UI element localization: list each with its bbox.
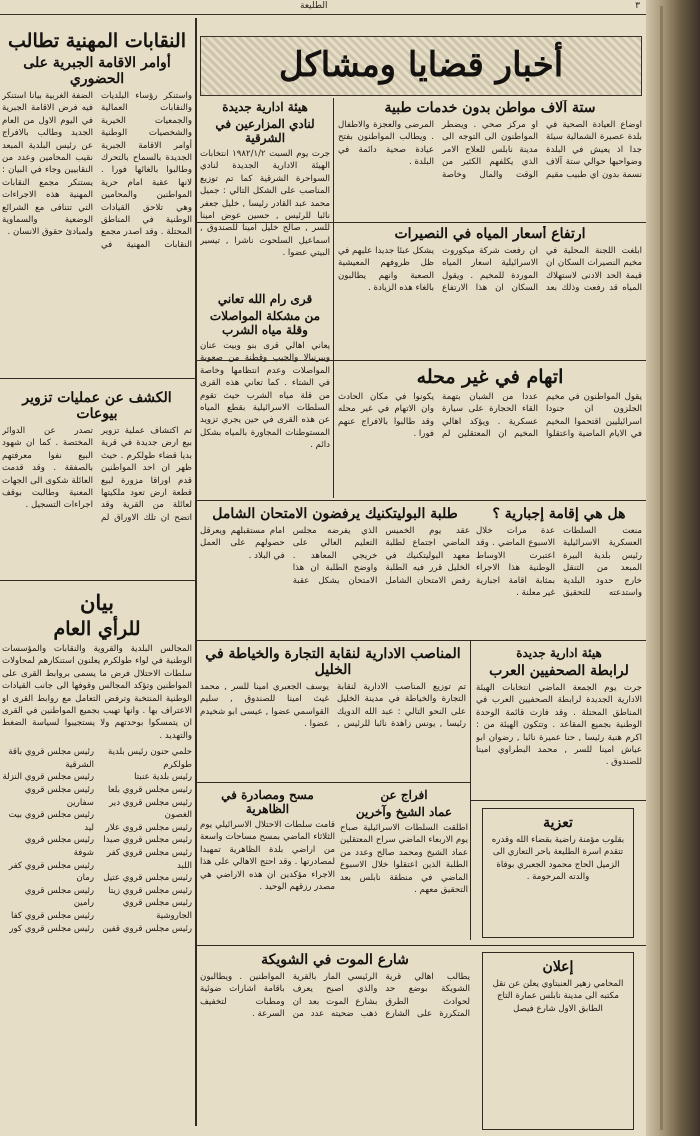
condolence-box [482,808,634,938]
statement-body: المجالس البلدية والقروية والنقابات والمؤسسات الوطنية في لواء طولكرم يعلنون استنكارهم لمحاولات سلطات الاحتلال فرض ما يسمى بروابط القرى على المواطنين وتؤكد المجالس وقوفها الى جانب القيادات الوطنية المنتخبة وترفض التعامل مع روابط القرى او الاعتراف بها . وانها تهيب بجميع المواطنين في القرى ان يتمسكوا بوحدتهم ولا يستجيبوا لسياسة الضغط والتهديد . [2,644,192,741]
signatory: رئيس مجلس قروي شوفة [24,835,94,858]
article-release [340,788,468,942]
villages-subheadline: من مشكلة المواصلات وقلة مياه الشرب [209,309,321,337]
land-headline: مسح ومصادرة في الظاهرية [221,788,314,816]
condolence-headline: تعزية [543,815,573,831]
signatory: رئيس مجلس قروي النزلة [2,772,94,783]
article-statement [2,590,192,1130]
signatory: رئيس مجلس قروي سفارين [24,785,94,808]
binding-edge [660,6,663,1130]
article-journalists [476,646,642,798]
villages-body: يعاني اهالي قرى بنو وبيت عنان وبيرنبالا والجيب وقطنة من صعوبة المواصلات وعدم انتظامها وخاصة في الشتاء . كما تعاني هذه القرى من قلة مياه الشرب حيث تقوم السلطات الاسرائيلية بقطع المياه عن هذه القرى في حين يجري تزويد المستوطنات المجاورة بالمياه بشكل دائم . [200,341,330,451]
street-headline: شارع الموت في الشويكة [261,952,409,968]
column-rule-right [470,640,471,940]
medical-headline: ستة آلاف مواطن بدون خدمات طبية [384,100,596,116]
unions-subheadline: أوامر الاقامة الجبرية على الحضوري [23,55,171,87]
students-headline: طلبة البوليتكنيك يرفضون الامتحان الشامل [212,506,458,522]
rule-left-2 [0,580,195,581]
article-medical [338,100,642,220]
release-headline: افراج عن [380,788,428,802]
running-head [0,0,646,15]
signatory: رئيس مجلس قروي كفر اللبد [106,848,192,871]
article-condolence [489,815,627,931]
forced-residence-body: منعت السلطات العسكرية الاسرائيلية رئيس بلدية البيرة المبعد من التنقل خارج حدود البلدية واستدعته للتحقيق عدة مرات خلال الاسبوع الماضي . وقد اعتبرت الاوساط الوطنية هذا الاجراء بمثابة اقامة اجبارية غير معلنة . [476,526,642,599]
forgery-headline: الكشف عن عمليات تزوير بيوعات [22,390,172,422]
signatory: رئيس مجلس قروي زيتا [108,885,192,896]
signatory: رئيس مجلس قروي عتيل [103,873,192,884]
signatory: رئيس مجلس قروي دير الغصون [109,797,192,821]
article-agri-union [200,100,330,290]
article-advertisement [489,959,627,1123]
forgery-body: تم اكتشاف عملية تزوير بيع ارض جديدة في قرية بديا قضاء طولكرم . حيث ظهر ان احد المواطنين قدم اوراقا مزورة لبيع قطعة ارض تعود ملكيتها لعائلة من القرية وقد اتضح ان تلك الاوراق لم تصدر عن الدوائر المختصة . كما ان شهود البيع نفوا معرفتهم بالصفقة . وقد قدمت العائلة شكوى الى الجهات المعنية وطالبت بوقف اجراءات التسجيل . [2,426,192,523]
unions-body: واستنكر رؤساء البلديات والنقابات العمالية والجمعيات الخيرية والشخصيات الوطنية أوامر الاقامة الجبرية الجديدة بالسماح بالتحرك وطالبوا بالغائها فورا . لانها عقبة امام حرية المواطنين والمحامين وهي تلاحق القيادات الوطنية في المناطق المحتلة . وقد اصدر مجمع النقابات المهنية في الضفة الغربية بيانا استنكر فيه فرض الاقامة الجبرية في اليوم الاول من العام الجديد وطالب بالافراج عن رئيس البلدية المبعد نقيب المحامين وعدد من النقابيين وجاء في البيان : يستنكر مجمع النقابات المهنية هذه الاجراءات التي تتنافى مع الشرائع الوضعية والسماوية ولمبادئ حقوق الانسان . [2,91,192,250]
book-binding [646,0,700,1136]
villages-headline: قرى رام الله تعاني [217,292,313,306]
statement-headline: بيان [79,590,114,615]
article-forgery [2,390,192,576]
signatory: رئيس مجلس قروي بيت ليد [8,810,94,833]
unions-headline: النقابات المهنية تطالب [8,30,186,52]
article-villages [200,292,330,497]
rule-right-3 [197,500,646,501]
article-unions [2,30,192,375]
signatory: رئيس مجلس قروي رامين [24,885,94,909]
article-water-prices [338,226,642,358]
release-body: اطلقت السلطات الاسرائيلية صباح يوم الاربعاء الماضي سراح المعتقلين عماد الشيخ ومحمد صالح وعدد من الطلبة الذين اعتقلوا خلال الاسبوع الماضي في منطقة نابلس بعد التحقيق معهم . [340,823,468,896]
signatory: رئيس مجلس قروي علار [105,822,192,833]
hebron-body: تم توزيع المناصب الادارية لنقابة التجارة والخياطة في مدينة الخليل على النحو التالي : عبد الله الدويك رئيسا , يونس زاهدة نائبا للرئيس , يوسف الجعبري امينا للسر , محمد غيث امينا للصندوق , سليم القواسمي عضوا , عيسى ابو شخيدم عضوا . [200,682,466,730]
running-head-name: الطليعة [300,1,328,11]
statement-signatories [2,746,192,935]
section-masthead [200,36,642,96]
journalists-body: جرت يوم الجمعة الماضي انتخابات الهيئة الادارية الجديدة لرابطة الصحفيين العرب في المناطق المحتلة . وقد فازت قائمة الوحدة الوطنية بجميع المقاعد . وتتكون الهيئة من : اكرم هنية رئيسا , حنا عميرة نائبا , رضوان ابو عياش امينا للسر , محمد البطراوي امينا للصندوق . [476,683,642,768]
signatory: رئيس مجلس قروي بلعا [108,785,192,796]
advertisement-box [482,952,634,1130]
students-body: عقد يوم الخميس الماضي اجتماع لطلبة معهد البوليتكنيك في الخليل قرر فيه الطلبة رفض الامتحان الشامل الذي يفرضه مجلس التعليم العالي على خريجي المعاهد . واوضح الطلبة ان هذا الامتحان يشكل عقبة امام مستقبلهم ويعرقل حصولهم على العمل في البلاد . [200,526,470,586]
water-prices-body: ابلغت اللجنة المحلية في مخيم النصيرات السكان ان قيمة الحد الادنى لاستهلاك المياه قد رفعت وذلك بعد ان رفعت شركة ميكوروت الاسرائيلية اسعار المياه الموردة للمخيم . ويقول السكان ان هذا الارتفاع يشكل عبئا جديدا عليهم في ظل ظروفهم المعيشية الصعبة وانهم يطالبون بالغاء هذه الزيادة . [338,246,642,294]
rule-left-1 [0,378,195,379]
article-students [200,506,470,638]
rule-right-6 [470,800,646,801]
signatory: رئيس مجلس قروي صيدا [103,835,192,846]
forced-residence-headline: هل هي إقامة إجبارية ؟ [492,506,626,522]
condolence-body: بقلوب مؤمنة راضية بقضاء الله وقدره تتقدم اسرة الطليعة باحر التعازي الى الزميل الحاج محمود الجعبري بوفاة والدته المرحومة . [491,835,625,883]
ad-body: المحامي زهير العنبتاوي يعلن عن نقل مكتبه الى مدينة نابلس عمارة التاج الطابق الاول شارع فيصل [492,979,624,1014]
signatory: رئيس مجلس قروي باقة الشرقية [8,747,94,770]
agri-headline: هيئة ادارية جديدة [222,100,308,114]
article-forced-residence [476,506,642,638]
signatory: رئيس بلدية عنبتا [134,772,192,783]
release-subheadline: عماد الشيخ وآخرين [355,805,453,819]
land-body: قامت سلطات الاحتلال الاسرائيلي يوم الثلاثاء الماضي بمسح مساحات واسعة من اراضي بلدة الظاهرية تمهيدا لمصادرتها . وقد احتج الاهالي على هذا الاجراء مؤكدين ان هذه الاراضي هي مصدر رزقهم الوحيد . [200,820,335,893]
column-rule-middle [333,98,334,498]
article-hebron-union [200,646,466,780]
signatory: حلمي حنون رئيس بلدية طولكرم [108,747,192,770]
signatory: رئيس مجلس قروي كفا [10,910,94,921]
page-number: ٣ [635,1,640,11]
agri-subheadline: لنادي المزارعين في الشرقية [215,117,315,145]
signatory: رئيس مجلس قروي الجاروشية [122,898,192,921]
agri-body: جرت يوم السبت ١٩٨٢/١/٢ انتخابات الهيئة الادارية الجديدة لنادي السواحرة الشرقية كما تم توزيع المناصب على الشكل التالي : جميل محمد عبد القادر رئيسا , خليل جعفر نائبا للرئيس , حسين عوض امينا للسر , صالح خليل امينا للصندوق , اسماعيل السلحوت ناشرا , تيسير البيتي عضوا . [200,149,330,259]
column-rule-left [195,18,197,1126]
journalists-subheadline: لرابطة الصحفيين العرب [489,663,629,679]
article-street [200,952,470,1128]
rule-right-4 [197,640,646,641]
article-accusation [338,366,642,498]
signatory: رئيس مجلس قروي قفين [102,923,192,934]
rule-right-7 [197,945,646,946]
signatory: رئيس مجلس قروي كور [9,923,94,934]
accusation-headline: اتهام في غير محله [416,366,564,388]
statement-subheadline: للرأي العام [53,618,141,640]
signatory: رئيس مجلس قروي كفر رمان [8,860,94,884]
rule-right-5 [197,782,470,783]
street-body: يطالب اهالي قرية الشويكة بوضع حد لحوادث الطرق المتكررة على الشارع الرئيسي المار بالقرية والذي اصبح يعرف بشارع الموت بعد ان ذهب ضحيته عدد من المواطنين . ويطالبون باقامة اشارات ضوئية ومطبات لتخفيف السرعة . [200,972,470,1020]
hebron-headline: المناصب الادارية لنقابة التجارة والخياطة في الخليل [205,646,461,678]
journalists-headline: هيئة ادارية جديدة [516,646,602,660]
medical-body: اوضاع العيادة الصحية في بلدة عصيرة الشمالية سيئة جدا اذ يعيش في البلدة وضواحيها حوالي ستة آلاف نسمة بدون اي طبيب مقيم او مركز صحي . ويضطر المواطنون الى التوجه الى مدينة نابلس للعلاج الامر الذي يكلفهم الكثير من الوقت والمال وخاصة المرضى والعجزة والاطفال . ويطالب المواطنون بفتح عيادة صحية دائمة في البلدة . [338,120,642,180]
accusation-body: يقول المواطنون في مخيم الجلزون ان جنودا اسرائيليين اقتحموا المخيم في الايام الماضية واعتقلوا عددا من الشبان بتهمة القاء الحجارة على سيارة عسكرية . ويؤكد اهالي المخيم ان المعتقلين لم يكونوا في مكان الحادث وان الاتهام في غير محله وقد طالبوا بالافراج عنهم فورا . [338,392,642,440]
water-prices-headline: ارتفاع أسعار المياه في النصيرات [394,226,586,242]
ad-headline: إعلان [542,959,574,975]
article-land [200,788,335,942]
masthead-title: أخبار قضايا ومشاكل [278,45,564,85]
